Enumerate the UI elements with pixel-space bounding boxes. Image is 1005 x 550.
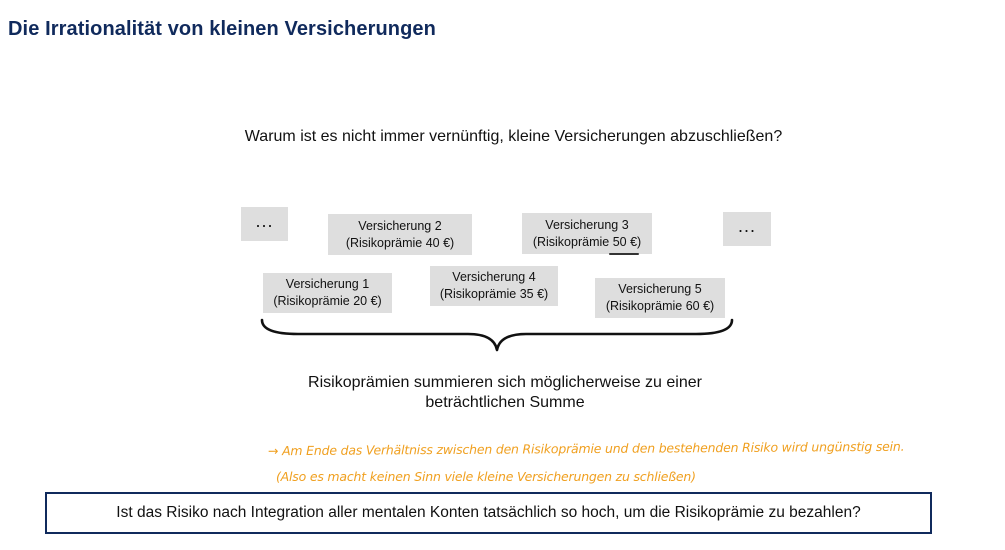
- summary-line-2: beträchtlichen Summe: [425, 394, 585, 411]
- handwritten-note-line-2: (Also es macht keinen Sinn viele kleine Versicherungen zu schließen): [276, 469, 696, 484]
- insurance-box-4: [430, 266, 558, 306]
- insurance-box-1: [263, 273, 392, 313]
- insurance-name: Versicherung 4: [452, 270, 536, 284]
- summary-line-1: Risikoprämien summieren sich möglicherweise zu einer: [308, 374, 702, 391]
- pen-underline-mark: [609, 253, 639, 255]
- ellipsis-left: ...: [255, 211, 274, 231]
- insurance-name: Versicherung 3: [545, 217, 629, 232]
- bottom-question: Ist das Risiko nach Integration aller mentalen Konten tatsächlich so hoch, um die Risikoprämie zu bezahlen?: [116, 504, 861, 521]
- insurance-premium: (Risikoprämie 20 €): [273, 294, 382, 308]
- main-question: Warum ist es nicht immer vernünftig, kleine Versicherungen abzuschließen?: [244, 128, 783, 145]
- insurance-box-2: [328, 214, 472, 255]
- slide-title: Die Irrationalität von kleinen Versicherungen: [8, 18, 436, 40]
- insurance-box-5: [595, 278, 725, 318]
- handwritten-note-line-1: → Am Ende das Verhältniss zwischen den Risikoprämie und den bestehenden Risiko wird ungünstig sein.: [267, 438, 905, 459]
- summary-text: [270, 373, 740, 413]
- insurance-name: Versicherung 1: [285, 277, 370, 291]
- ellipsis-box-left: [241, 207, 288, 241]
- curly-brace-icon: [258, 318, 736, 354]
- ellipsis-right: ...: [737, 216, 756, 236]
- insurance-premium: (Risikoprämie 50 €): [532, 234, 642, 249]
- insurance-box-3: [522, 213, 652, 254]
- bottom-question-box: [45, 492, 932, 534]
- insurance-name: Versicherung 2: [358, 218, 442, 233]
- insurance-name: Versicherung 5: [618, 282, 702, 296]
- insurance-premium: (Risikoprämie 40 €): [345, 235, 455, 250]
- ellipsis-box-right: [723, 212, 771, 246]
- insurance-premium: (Risikoprämie 35 €): [439, 287, 549, 301]
- insurance-premium: (Risikoprämie 60 €): [605, 299, 715, 313]
